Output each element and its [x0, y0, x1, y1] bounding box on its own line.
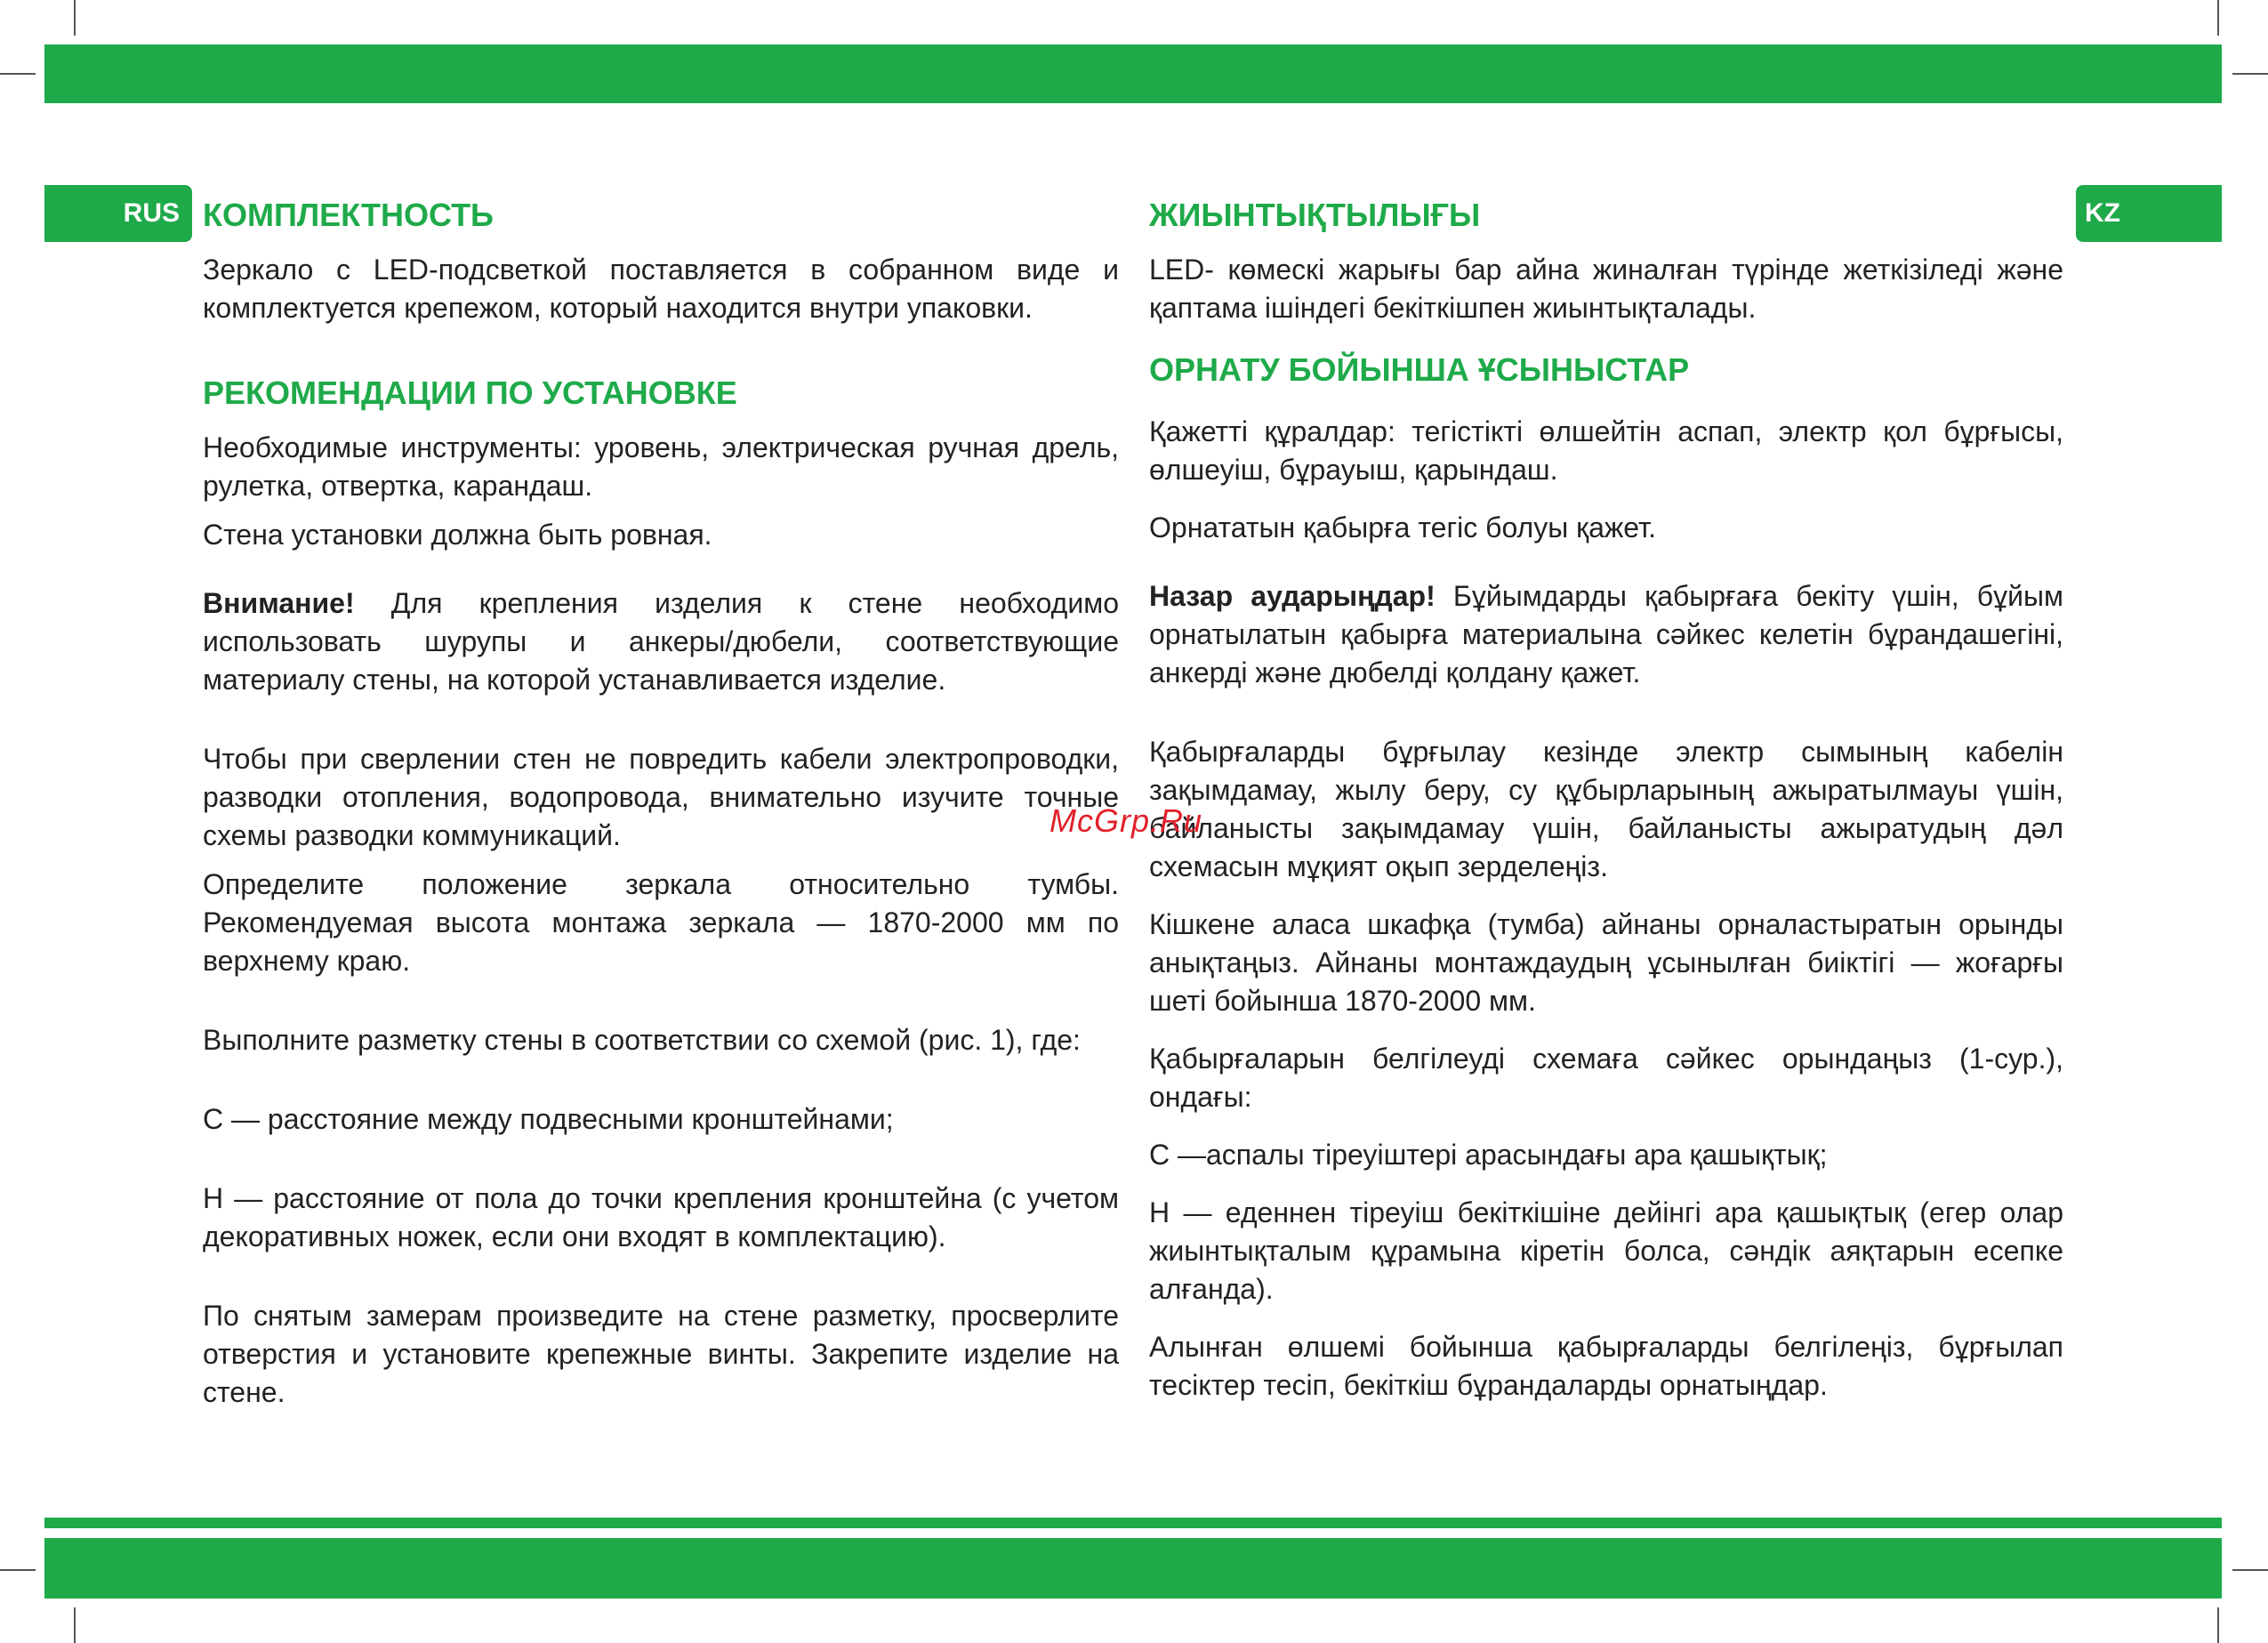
- kz-paragraph-c-distance: С —аспалы тіреуіштері арасындағы ара қашықтық;: [1149, 1139, 1828, 1171]
- rus-paragraph-c-distance: С — расстояние между подвесными кронштейнами;: [203, 1103, 894, 1135]
- rus-heading-completeness: КОМПЛЕКТНОСТЬ: [203, 197, 494, 233]
- rus-attention-label: Внимание!: [203, 587, 355, 619]
- crop-mark-br-h: [2232, 1569, 2268, 1571]
- rus-paragraph-mounting: По снятым замерам произведите на стене разметку, просверлите отверстия и установите крепежные винты. Закрепите изделие на стене.: [203, 1300, 1119, 1408]
- kz-paragraph-completeness: LED- көмескі жарығы бар айна жиналған түрінде жеткізіледі және қаптама ішіндегі бекіткішпен жиынтықталады.: [1149, 254, 2063, 324]
- bottom-thin-green-bar: [44, 1518, 2222, 1528]
- rus-heading-installation: РЕКОМЕНДАЦИИ ПО УСТАНОВКЕ: [203, 375, 737, 411]
- rus-paragraph-wall: Стена установки должна быть ровная.: [203, 519, 712, 551]
- kz-paragraph-h-distance: Н — еденнен тіреуіш бекіткішіне дейінгі ара қашықтық (егер олар жиынтықталым құрамына кіретін болса, сәндік аяқтарын есепке алғанда).: [1149, 1196, 2063, 1305]
- crop-mark-tl-v: [74, 0, 76, 36]
- rus-paragraph-h-distance: Н — расстояние от пола до точки крепления кронштейна (с учетом декоративных ножек, если они входят в комплектацию).: [203, 1182, 1119, 1252]
- kz-paragraph-attention: [1149, 577, 2063, 692]
- kz-paragraph-drilling: Қабырғаларды бұрғылау кезінде электр сымының кабелін зақымдамау, жылу беру, су құбырларының ажыратылмауы үшін, байланысты зақымдамау үшін, байланысты ажыратудың дәл схемасын мұқият оқып зерделеңіз.: [1149, 736, 2063, 882]
- rus-paragraph-marking: Выполните разметку стены в соответствии со схемой (рис. 1), где:: [203, 1024, 1081, 1056]
- kz-paragraph-wall: Орнататын қабырға тегіс болуы қажет.: [1149, 511, 1657, 544]
- crop-mark-bl-h: [0, 1569, 36, 1571]
- crop-mark-tr-h: [2232, 73, 2268, 75]
- crop-mark-tr-v: [2217, 0, 2219, 36]
- top-green-bar: [44, 44, 2222, 103]
- rus-paragraph-completeness: Зеркало с LED-подсветкой поставляется в собранном виде и комплектуется крепежом, который находится внутри упаковки.: [203, 254, 1119, 324]
- kz-heading-completeness: ЖИЫНТЫҚТЫЛЫҒЫ: [1149, 197, 1481, 233]
- rus-paragraph-tools: Необходимые инструменты: уровень, электрическая ручная дрель, рулетка, отвертка, карандаш.: [203, 431, 1119, 502]
- kz-paragraph-position: Кішкене аласа шкафқа (тумба) айнаны орналастыратын орынды анықтаңыз. Айнаны монтаждаудың ұсынылған биіктігі — жоғарғы шеті бойынша 1870-2000 мм.: [1149, 908, 2063, 1017]
- language-tab-rus: [44, 185, 192, 242]
- kz-attention-text: Бұйымдарды қабырғаға бекіту үшін, бұйым орнатылатын қабырға материалына сәйкес келетін бұрандашегіні, анкерді және дюбелді қолдану қажет.: [1149, 580, 2064, 689]
- rus-paragraph-attention: [203, 584, 1119, 699]
- crop-mark-br-v: [2217, 1607, 2219, 1643]
- kz-attention-label: Назар аударыңдар!: [1149, 580, 1436, 612]
- rus-paragraph-position: Определите положение зеркала относительно тумбы. Рекомендуемая высота монтажа зеркала — 1870-2000 мм по верхнему краю.: [203, 868, 1119, 977]
- language-tab-rus-label: RUS: [123, 198, 180, 228]
- crop-mark-bl-v: [74, 1607, 76, 1643]
- watermark: McGrp.Ru: [1050, 802, 1203, 839]
- language-tab-kz-label: KZ: [2085, 198, 2120, 228]
- rus-paragraph-drilling: Чтобы при сверлении стен не повредить кабели электропроводки, разводки отопления, водопровода, внимательно изучите точные схемы разводки коммуникаций.: [203, 743, 1119, 851]
- rus-column: [203, 187, 1119, 1412]
- kz-column: [1149, 187, 2063, 1405]
- kz-paragraph-marking: Қабырғаларын белгілеуді схемаға сәйкес орындаңыз (1-сур.), ондағы:: [1149, 1043, 2063, 1113]
- kz-heading-installation: ОРНАТУ БОЙЫНША ҰСЫНЫСТАР: [1149, 351, 1690, 388]
- kz-paragraph-mounting: Алынған өлшемі бойынша қабырғаларды белгілеңіз, бұрғылап тесіктер тесіп, бекіткіш бұрандаларды орнатыңдар.: [1149, 1331, 2063, 1401]
- bottom-green-bar: [44, 1538, 2222, 1599]
- crop-mark-tl-h: [0, 73, 36, 75]
- language-tab-kz: [2076, 185, 2222, 242]
- kz-paragraph-tools: Қажетті құралдар: тегістікті өлшейтін аспап, электр қол бұрғысы, өлшеуіш, бұрауыш, қарындаш.: [1149, 415, 2063, 486]
- rus-attention-text: Для крепления изделия к стене необходимо использовать шурупы и анкеры/дюбели, соответствующие материалу стены, на которой устанавливается изделие.: [203, 587, 1119, 696]
